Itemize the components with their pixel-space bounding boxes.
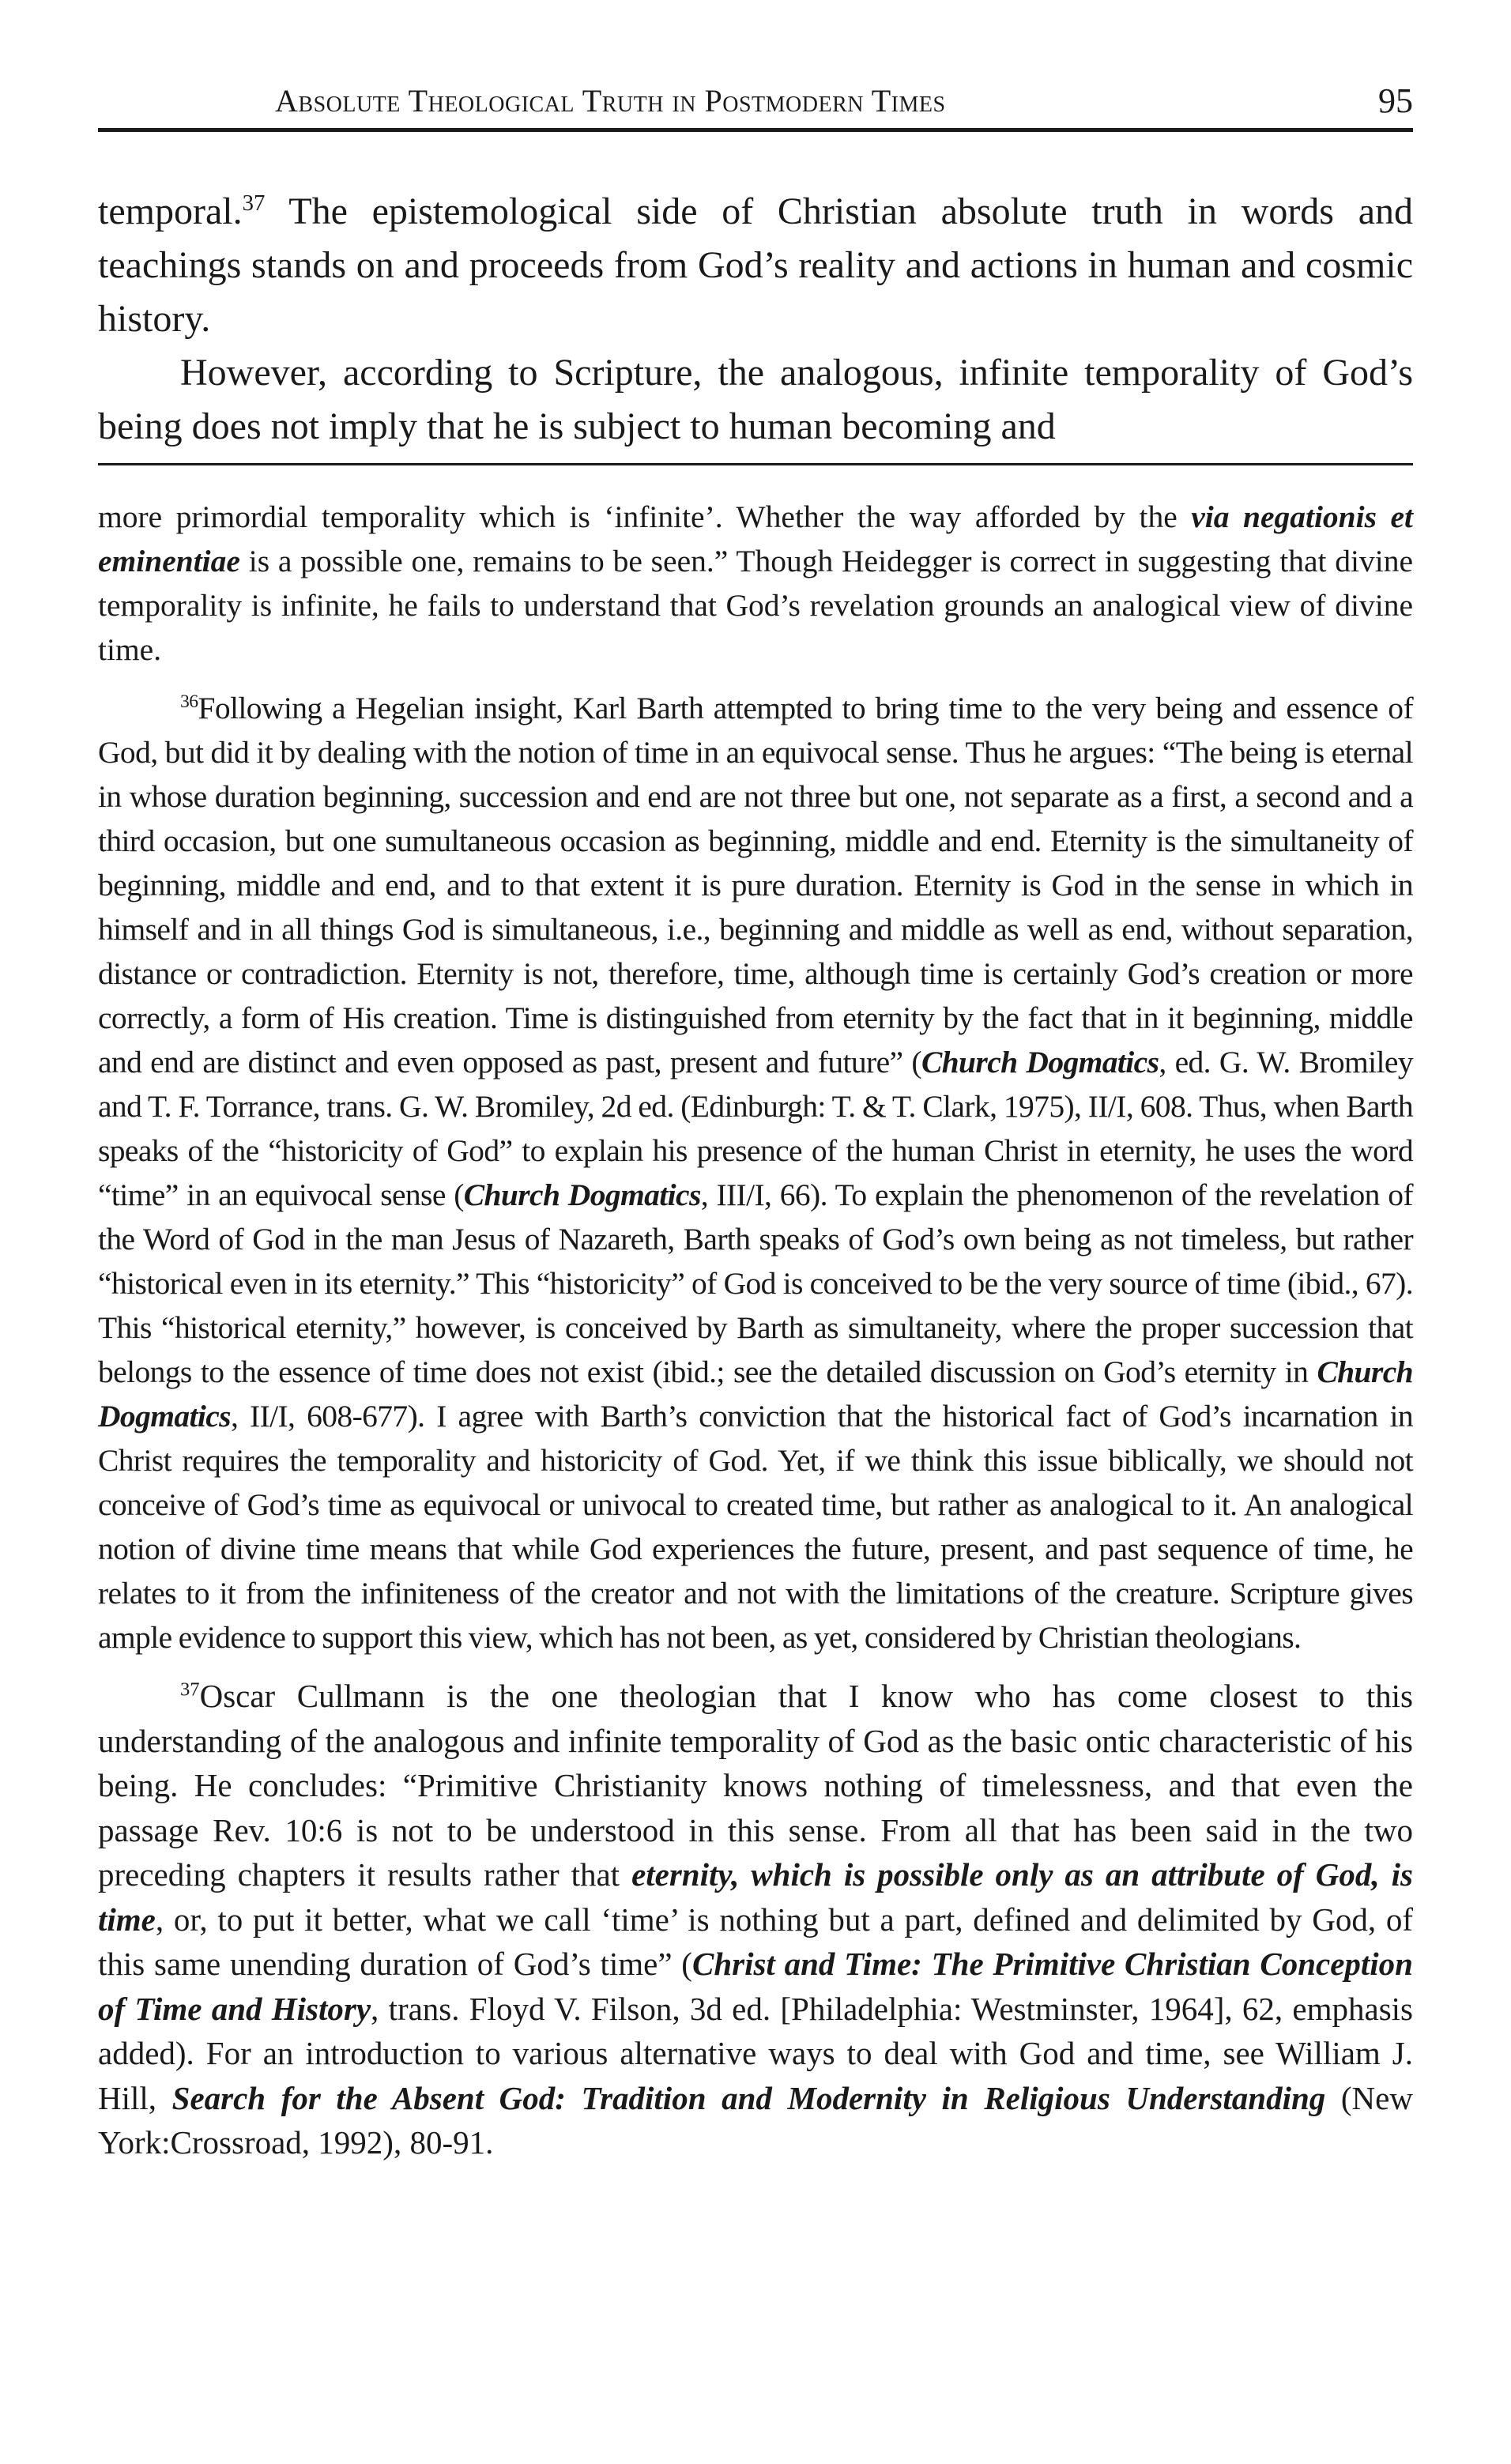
- book-page: [98, 0, 1413, 2464]
- header-rule: [98, 128, 1413, 132]
- running-header: [98, 76, 1413, 133]
- footnote-number-37: 37: [180, 1678, 200, 1701]
- page-number: 95: [1378, 81, 1413, 120]
- running-title: Absolute Theological Truth in Postmodern Times: [275, 83, 946, 119]
- footnote-36: $^{36}$Following a Hegelian insight, Karl Barth attempted to bring time to the very being and essence of God, but did it by dealing with the notion of time in an equivocal sense. Thus he argues: “The being is eternal in whose duration beginning, succession and end are not three but one, not separate as a first, a second and a third occasion, but one sumultaneous occasion as beginning, middle and end. Eternity is the simultaneity of beginning, middle and end, and to that extent it is pure duration. Eternity is God in the sense in which in himself and in all things God is simultaneous, i.e., beginning and middle as well as end, without separation, distance or contradiction. Eternity is not, therefore, time, although time is certainly God’s creation or more correctly, a form of His creation. Time is distinguished from eternity by the fact that in it beginning, middle and end are distinct and even opposed as past, present and future” (Church Dogmatics, ed. G. W. Bromiley and T. F. Torrance, trans. G. W. Bromiley, 2d ed. (Edinburgh: T. & T. Clark, 1975), II/I, 608. Thus, when Barth speaks of the “historicity of God” to explain his presence of the human Christ in eternity, he uses the word “time” in an equivocal sense (Church Dogmatics, III/I, 66). To explain the phenomenon of the revelation of the Word of God in the man Jesus of Nazareth, Barth speaks of God’s own being as not timeless, but rather “historical even in its eternity.” This “historicity” of God is conceived to be the very source of time (ibid., 67). This “historical eternity,” however, is conceived by Barth as simultaneity, where the proper succession that belongs to the essence of time does not exist (ibid.; see the detailed discussion on God’s eternity in Church Dogmatics, II/I, 608-677). I agree with Barth’s conviction that the historical fact of God’s incarnation in Christ requires the temporality and historicity of God. Yet, if we think this issue biblically, we should not conceive of God’s time as equivocal or univocal to created time, but rather as analogical to it. An analogical notion of divine time means that while God experiences the future, present, and past sequence of time, he relates to it from the infiniteness of the creator and not with the limitations of the creature. Scripture gives ample evidence to support this view, which has not been, as yet, considered by Christian theologians.: [98, 691, 1413, 1655]
- main-text: [98, 185, 1413, 454]
- footnote-ref-37: 37: [242, 190, 266, 216]
- footnotes: [98, 495, 1413, 2165]
- footnote-rule: [98, 463, 1413, 465]
- body-paragraph-2: However, according to Scripture, the analogous, infinite temporality of God’s being does not imply that he is subject to human becoming and: [98, 352, 1413, 447]
- footnote-number-36: 36: [180, 691, 198, 712]
- footnote-37: $^{37}$Oscar Cullmann is the one theologian that I know who has come closest to this understanding of the analogous and infinite temporality of God as the basic ontic characteristic of his being. He concludes: “Primitive Christianity knows nothing of timelessness, and that even the passage Rev. 10:6 is not to be understood in this sense. From all that has been said in the two preceding chapters it results rather that eternity, which is possible only as an attribute of God, is time, or, to put it better, what we call ‘time’ is nothing but a part, defined and delimited by God, of this same unending duration of God’s time” (Christ and Time: The Primitive Christian Conception of Time and History, trans. Floyd V. Filson, 3d ed. [Philadelphia: Westminster, 1964], 62, emphasis added). For an introduction to various alternative ways to deal with God and time, see William J. Hill, Search for the Absent God: Tradition and Modernity in Religious Understanding (New York:Crossroad, 1992), 80-91.: [98, 1678, 1413, 2161]
- body-paragraph-1: temporal.$^{37}$ The epistemological side of Christian absolute truth in words and teachings stands on and proceeds from God’s reality and actions in human and cosmic history.: [98, 190, 1413, 340]
- footnote-35-continuation: more primordial temporality which is ‘infinite’. Whether the way afforded by the via negationis et eminentiae is a possible one, remains to be seen.” Though Heidegger is correct in suggesting that divine temporality is infinite, he fails to understand that God’s revelation grounds an analogical view of divine time.: [98, 499, 1414, 667]
